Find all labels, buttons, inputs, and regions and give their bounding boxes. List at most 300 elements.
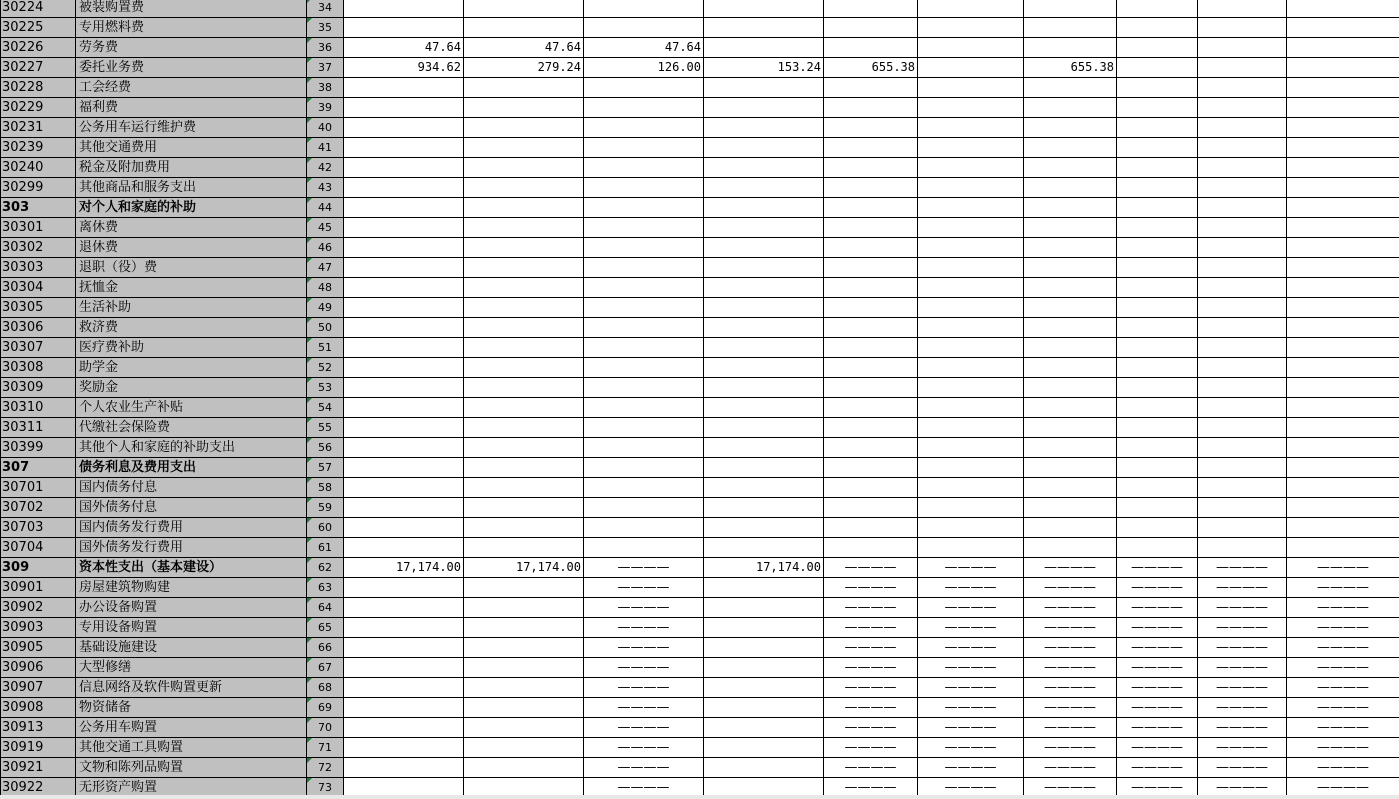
line-number-cell[interactable]: 54 — [307, 398, 344, 418]
value-cell[interactable] — [704, 718, 824, 738]
value-cell[interactable]: ———— — [824, 698, 918, 718]
line-number-cell[interactable]: 51 — [307, 338, 344, 358]
value-cell[interactable] — [344, 318, 464, 338]
value-cell[interactable]: 17,174.00 — [344, 558, 464, 578]
value-cell[interactable] — [824, 458, 918, 478]
value-cell[interactable]: ———— — [824, 658, 918, 678]
value-cell[interactable]: ———— — [918, 678, 1024, 698]
value-cell[interactable]: ———— — [1287, 658, 1399, 678]
value-cell[interactable] — [584, 0, 704, 18]
value-cell[interactable] — [1287, 178, 1399, 198]
value-cell[interactable] — [344, 358, 464, 378]
value-cell[interactable] — [344, 178, 464, 198]
value-cell[interactable] — [1117, 218, 1198, 238]
value-cell[interactable] — [464, 378, 584, 398]
value-cell[interactable] — [1287, 538, 1399, 558]
value-cell[interactable]: ———— — [1287, 758, 1399, 778]
value-cell[interactable] — [918, 318, 1024, 338]
value-cell[interactable] — [918, 258, 1024, 278]
value-cell[interactable] — [344, 598, 464, 618]
value-cell[interactable] — [344, 758, 464, 778]
value-cell[interactable] — [704, 378, 824, 398]
account-code-cell[interactable]: 30906 — [1, 658, 76, 678]
account-code-cell[interactable]: 30902 — [1, 598, 76, 618]
value-cell[interactable] — [1024, 98, 1117, 118]
line-number-cell[interactable]: 48 — [307, 278, 344, 298]
value-cell[interactable] — [704, 258, 824, 278]
value-cell[interactable] — [464, 498, 584, 518]
value-cell[interactable] — [918, 538, 1024, 558]
value-cell[interactable]: ———— — [1287, 718, 1399, 738]
account-code-cell[interactable]: 30919 — [1, 738, 76, 758]
account-code-cell[interactable]: 30303 — [1, 258, 76, 278]
value-cell[interactable] — [344, 118, 464, 138]
value-cell[interactable]: ———— — [824, 558, 918, 578]
value-cell[interactable] — [704, 578, 824, 598]
value-cell[interactable] — [344, 538, 464, 558]
value-cell[interactable] — [704, 738, 824, 758]
value-cell[interactable]: 47.64 — [584, 38, 704, 58]
value-cell[interactable]: ———— — [1024, 778, 1117, 798]
value-cell[interactable] — [464, 718, 584, 738]
account-code-cell[interactable]: 30225 — [1, 18, 76, 38]
value-cell[interactable] — [1198, 538, 1287, 558]
line-number-cell[interactable]: 41 — [307, 138, 344, 158]
value-cell[interactable] — [1287, 438, 1399, 458]
value-cell[interactable] — [464, 98, 584, 118]
account-name-cell[interactable]: 其他交通费用 — [76, 138, 307, 158]
account-code-cell[interactable]: 30227 — [1, 58, 76, 78]
value-cell[interactable]: ———— — [918, 718, 1024, 738]
account-name-cell[interactable]: 专用燃料费 — [76, 18, 307, 38]
value-cell[interactable]: ———— — [1287, 598, 1399, 618]
value-cell[interactable] — [584, 458, 704, 478]
value-cell[interactable] — [704, 678, 824, 698]
value-cell[interactable]: ———— — [1117, 758, 1198, 778]
value-cell[interactable]: ———— — [1117, 618, 1198, 638]
value-cell[interactable] — [464, 478, 584, 498]
account-name-cell[interactable]: 无形资产购置 — [76, 778, 307, 798]
value-cell[interactable]: ———— — [824, 638, 918, 658]
value-cell[interactable] — [584, 278, 704, 298]
account-code-cell[interactable]: 30922 — [1, 778, 76, 798]
value-cell[interactable] — [464, 358, 584, 378]
account-code-cell[interactable]: 309 — [1, 558, 76, 578]
value-cell[interactable] — [918, 518, 1024, 538]
value-cell[interactable] — [824, 178, 918, 198]
value-cell[interactable] — [1287, 498, 1399, 518]
value-cell[interactable] — [584, 198, 704, 218]
value-cell[interactable] — [584, 78, 704, 98]
value-cell[interactable] — [584, 478, 704, 498]
value-cell[interactable] — [1198, 18, 1287, 38]
account-name-cell[interactable]: 国内债务付息 — [76, 478, 307, 498]
value-cell[interactable] — [1198, 58, 1287, 78]
line-number-cell[interactable]: 63 — [307, 578, 344, 598]
value-cell[interactable] — [344, 418, 464, 438]
value-cell[interactable] — [704, 438, 824, 458]
value-cell[interactable] — [344, 718, 464, 738]
account-code-cell[interactable]: 30310 — [1, 398, 76, 418]
value-cell[interactable] — [1024, 358, 1117, 378]
value-cell[interactable] — [464, 278, 584, 298]
line-number-cell[interactable]: 70 — [307, 718, 344, 738]
value-cell[interactable]: ———— — [1198, 618, 1287, 638]
value-cell[interactable] — [464, 338, 584, 358]
value-cell[interactable] — [1287, 478, 1399, 498]
line-number-cell[interactable]: 57 — [307, 458, 344, 478]
value-cell[interactable] — [584, 338, 704, 358]
value-cell[interactable] — [464, 538, 584, 558]
value-cell[interactable] — [1198, 138, 1287, 158]
value-cell[interactable]: ———— — [1287, 558, 1399, 578]
line-number-cell[interactable]: 50 — [307, 318, 344, 338]
account-code-cell[interactable]: 30239 — [1, 138, 76, 158]
account-name-cell[interactable]: 其他商品和服务支出 — [76, 178, 307, 198]
account-code-cell[interactable]: 30302 — [1, 238, 76, 258]
value-cell[interactable] — [1117, 198, 1198, 218]
value-cell[interactable] — [824, 338, 918, 358]
account-name-cell[interactable]: 国外债务付息 — [76, 498, 307, 518]
value-cell[interactable] — [1024, 298, 1117, 318]
value-cell[interactable] — [1024, 438, 1117, 458]
value-cell[interactable] — [1117, 478, 1198, 498]
value-cell[interactable] — [824, 138, 918, 158]
account-name-cell[interactable]: 被装购置费 — [76, 0, 307, 18]
account-code-cell[interactable]: 30226 — [1, 38, 76, 58]
value-cell[interactable] — [824, 18, 918, 38]
value-cell[interactable] — [824, 258, 918, 278]
value-cell[interactable] — [704, 358, 824, 378]
value-cell[interactable] — [1287, 518, 1399, 538]
value-cell[interactable] — [704, 118, 824, 138]
value-cell[interactable] — [704, 598, 824, 618]
value-cell[interactable] — [1117, 118, 1198, 138]
value-cell[interactable] — [1198, 158, 1287, 178]
value-cell[interactable] — [704, 278, 824, 298]
value-cell[interactable] — [344, 498, 464, 518]
account-name-cell[interactable]: 国内债务发行费用 — [76, 518, 307, 538]
account-code-cell[interactable]: 30308 — [1, 358, 76, 378]
value-cell[interactable]: ———— — [1198, 718, 1287, 738]
value-cell[interactable]: ———— — [584, 618, 704, 638]
value-cell[interactable]: ———— — [1198, 638, 1287, 658]
account-name-cell[interactable]: 债务利息及费用支出 — [76, 458, 307, 478]
value-cell[interactable] — [704, 38, 824, 58]
account-code-cell[interactable]: 30229 — [1, 98, 76, 118]
value-cell[interactable] — [704, 138, 824, 158]
value-cell[interactable] — [824, 118, 918, 138]
value-cell[interactable] — [1117, 338, 1198, 358]
line-number-cell[interactable]: 34 — [307, 0, 344, 18]
account-code-cell[interactable]: 30309 — [1, 378, 76, 398]
value-cell[interactable] — [584, 358, 704, 378]
line-number-cell[interactable]: 66 — [307, 638, 344, 658]
line-number-cell[interactable]: 38 — [307, 78, 344, 98]
value-cell[interactable] — [1287, 278, 1399, 298]
value-cell[interactable] — [344, 398, 464, 418]
value-cell[interactable] — [464, 418, 584, 438]
value-cell[interactable]: ———— — [1117, 698, 1198, 718]
value-cell[interactable] — [1024, 138, 1117, 158]
value-cell[interactable] — [1117, 0, 1198, 18]
value-cell[interactable] — [1198, 498, 1287, 518]
value-cell[interactable] — [1287, 238, 1399, 258]
value-cell[interactable] — [1198, 438, 1287, 458]
value-cell[interactable] — [1287, 218, 1399, 238]
value-cell[interactable] — [464, 18, 584, 38]
account-name-cell[interactable]: 大型修缮 — [76, 658, 307, 678]
value-cell[interactable] — [704, 0, 824, 18]
value-cell[interactable] — [344, 698, 464, 718]
value-cell[interactable]: ———— — [1198, 678, 1287, 698]
line-number-cell[interactable]: 46 — [307, 238, 344, 258]
horizontal-scrollbar[interactable] — [0, 795, 1399, 799]
value-cell[interactable] — [918, 378, 1024, 398]
value-cell[interactable]: 126.00 — [584, 58, 704, 78]
line-number-cell[interactable]: 62 — [307, 558, 344, 578]
value-cell[interactable] — [824, 38, 918, 58]
account-name-cell[interactable]: 劳务费 — [76, 38, 307, 58]
value-cell[interactable]: ———— — [1287, 778, 1399, 798]
value-cell[interactable] — [1198, 38, 1287, 58]
account-code-cell[interactable]: 30306 — [1, 318, 76, 338]
value-cell[interactable]: ———— — [1198, 698, 1287, 718]
account-code-cell[interactable]: 30224 — [1, 0, 76, 18]
value-cell[interactable] — [1117, 58, 1198, 78]
value-cell[interactable] — [824, 398, 918, 418]
account-name-cell[interactable]: 其他交通工具购置 — [76, 738, 307, 758]
value-cell[interactable] — [584, 18, 704, 38]
value-cell[interactable] — [704, 78, 824, 98]
value-cell[interactable] — [344, 258, 464, 278]
value-cell[interactable]: ———— — [1024, 678, 1117, 698]
value-cell[interactable]: ———— — [584, 778, 704, 798]
value-cell[interactable]: ———— — [1117, 558, 1198, 578]
account-code-cell[interactable]: 30307 — [1, 338, 76, 358]
value-cell[interactable]: ———— — [1024, 558, 1117, 578]
value-cell[interactable] — [1198, 298, 1287, 318]
value-cell[interactable] — [1117, 458, 1198, 478]
value-cell[interactable] — [464, 238, 584, 258]
value-cell[interactable] — [1198, 238, 1287, 258]
value-cell[interactable] — [584, 518, 704, 538]
value-cell[interactable] — [464, 318, 584, 338]
value-cell[interactable] — [1198, 98, 1287, 118]
line-number-cell[interactable]: 42 — [307, 158, 344, 178]
value-cell[interactable] — [1198, 378, 1287, 398]
value-cell[interactable]: ———— — [1024, 718, 1117, 738]
value-cell[interactable] — [1287, 378, 1399, 398]
account-code-cell[interactable]: 30704 — [1, 538, 76, 558]
value-cell[interactable]: ———— — [918, 658, 1024, 678]
account-code-cell[interactable]: 303 — [1, 198, 76, 218]
account-name-cell[interactable]: 委托业务费 — [76, 58, 307, 78]
account-name-cell[interactable]: 公务用车运行维护费 — [76, 118, 307, 138]
account-name-cell[interactable]: 退职（役）费 — [76, 258, 307, 278]
value-cell[interactable] — [1024, 498, 1117, 518]
line-number-cell[interactable]: 71 — [307, 738, 344, 758]
value-cell[interactable] — [704, 238, 824, 258]
account-name-cell[interactable]: 资本性支出（基本建设） — [76, 558, 307, 578]
value-cell[interactable] — [344, 18, 464, 38]
account-name-cell[interactable]: 抚恤金 — [76, 278, 307, 298]
account-name-cell[interactable]: 专用设备购置 — [76, 618, 307, 638]
value-cell[interactable]: ———— — [1117, 638, 1198, 658]
value-cell[interactable] — [584, 178, 704, 198]
value-cell[interactable] — [824, 418, 918, 438]
value-cell[interactable] — [704, 518, 824, 538]
value-cell[interactable]: 47.64 — [344, 38, 464, 58]
value-cell[interactable] — [1117, 438, 1198, 458]
value-cell[interactable] — [918, 78, 1024, 98]
value-cell[interactable] — [344, 478, 464, 498]
value-cell[interactable] — [1024, 78, 1117, 98]
account-name-cell[interactable]: 个人农业生产补贴 — [76, 398, 307, 418]
value-cell[interactable]: ———— — [1198, 778, 1287, 798]
account-name-cell[interactable]: 信息网络及软件购置更新 — [76, 678, 307, 698]
value-cell[interactable] — [704, 478, 824, 498]
value-cell[interactable] — [1117, 298, 1198, 318]
value-cell[interactable]: ———— — [1117, 738, 1198, 758]
value-cell[interactable] — [1024, 318, 1117, 338]
value-cell[interactable] — [1287, 38, 1399, 58]
value-cell[interactable]: ———— — [1024, 578, 1117, 598]
value-cell[interactable]: ———— — [1024, 758, 1117, 778]
value-cell[interactable] — [918, 198, 1024, 218]
value-cell[interactable] — [464, 118, 584, 138]
account-code-cell[interactable]: 30240 — [1, 158, 76, 178]
value-cell[interactable]: ———— — [824, 678, 918, 698]
value-cell[interactable] — [1287, 258, 1399, 278]
value-cell[interactable] — [704, 498, 824, 518]
value-cell[interactable] — [584, 98, 704, 118]
value-cell[interactable] — [584, 158, 704, 178]
value-cell[interactable] — [1198, 258, 1287, 278]
value-cell[interactable]: 655.38 — [824, 58, 918, 78]
line-number-cell[interactable]: 55 — [307, 418, 344, 438]
value-cell[interactable] — [584, 438, 704, 458]
account-name-cell[interactable]: 离休费 — [76, 218, 307, 238]
value-cell[interactable] — [824, 438, 918, 458]
value-cell[interactable] — [918, 158, 1024, 178]
value-cell[interactable] — [464, 638, 584, 658]
value-cell[interactable] — [1024, 378, 1117, 398]
value-cell[interactable] — [704, 418, 824, 438]
line-number-cell[interactable]: 40 — [307, 118, 344, 138]
value-cell[interactable] — [1024, 338, 1117, 358]
value-cell[interactable] — [1117, 18, 1198, 38]
value-cell[interactable] — [1117, 238, 1198, 258]
account-code-cell[interactable]: 30305 — [1, 298, 76, 318]
value-cell[interactable] — [1024, 478, 1117, 498]
value-cell[interactable] — [918, 358, 1024, 378]
value-cell[interactable]: ———— — [1198, 598, 1287, 618]
value-cell[interactable] — [824, 478, 918, 498]
value-cell[interactable] — [584, 418, 704, 438]
value-cell[interactable] — [464, 0, 584, 18]
value-cell[interactable] — [344, 238, 464, 258]
line-number-cell[interactable]: 45 — [307, 218, 344, 238]
value-cell[interactable] — [1198, 78, 1287, 98]
account-name-cell[interactable]: 退休费 — [76, 238, 307, 258]
value-cell[interactable]: 17,174.00 — [464, 558, 584, 578]
value-cell[interactable] — [1198, 118, 1287, 138]
value-cell[interactable]: ———— — [1287, 738, 1399, 758]
value-cell[interactable] — [1287, 118, 1399, 138]
value-cell[interactable] — [584, 218, 704, 238]
value-cell[interactable] — [1117, 138, 1198, 158]
account-code-cell[interactable]: 30903 — [1, 618, 76, 638]
value-cell[interactable]: ———— — [584, 678, 704, 698]
value-cell[interactable]: ———— — [1117, 578, 1198, 598]
value-cell[interactable] — [918, 458, 1024, 478]
value-cell[interactable] — [918, 138, 1024, 158]
value-cell[interactable] — [1198, 418, 1287, 438]
value-cell[interactable] — [464, 458, 584, 478]
value-cell[interactable] — [704, 618, 824, 638]
account-code-cell[interactable]: 30399 — [1, 438, 76, 458]
value-cell[interactable] — [1117, 38, 1198, 58]
value-cell[interactable] — [1287, 98, 1399, 118]
account-name-cell[interactable]: 福利费 — [76, 98, 307, 118]
value-cell[interactable] — [1198, 458, 1287, 478]
value-cell[interactable] — [1024, 178, 1117, 198]
value-cell[interactable]: ———— — [584, 698, 704, 718]
value-cell[interactable] — [344, 638, 464, 658]
value-cell[interactable] — [824, 0, 918, 18]
value-cell[interactable] — [1024, 158, 1117, 178]
value-cell[interactable] — [344, 658, 464, 678]
value-cell[interactable]: ———— — [918, 758, 1024, 778]
value-cell[interactable] — [584, 398, 704, 418]
value-cell[interactable]: ———— — [824, 718, 918, 738]
value-cell[interactable] — [704, 338, 824, 358]
value-cell[interactable]: 934.62 — [344, 58, 464, 78]
value-cell[interactable] — [464, 598, 584, 618]
value-cell[interactable] — [344, 438, 464, 458]
value-cell[interactable] — [918, 238, 1024, 258]
line-number-cell[interactable]: 39 — [307, 98, 344, 118]
value-cell[interactable]: ———— — [918, 618, 1024, 638]
value-cell[interactable] — [344, 298, 464, 318]
value-cell[interactable] — [464, 138, 584, 158]
account-code-cell[interactable]: 30299 — [1, 178, 76, 198]
value-cell[interactable]: ———— — [1024, 598, 1117, 618]
account-name-cell[interactable]: 代缴社会保险费 — [76, 418, 307, 438]
value-cell[interactable] — [824, 198, 918, 218]
value-cell[interactable] — [584, 318, 704, 338]
value-cell[interactable]: ———— — [584, 718, 704, 738]
value-cell[interactable] — [704, 658, 824, 678]
value-cell[interactable] — [918, 0, 1024, 18]
value-cell[interactable] — [344, 338, 464, 358]
line-number-cell[interactable]: 53 — [307, 378, 344, 398]
line-number-cell[interactable]: 47 — [307, 258, 344, 278]
value-cell[interactable] — [584, 238, 704, 258]
value-cell[interactable] — [1117, 498, 1198, 518]
value-cell[interactable]: ———— — [1117, 658, 1198, 678]
value-cell[interactable] — [704, 18, 824, 38]
value-cell[interactable] — [1198, 358, 1287, 378]
account-name-cell[interactable]: 助学金 — [76, 358, 307, 378]
account-code-cell[interactable]: 30311 — [1, 418, 76, 438]
value-cell[interactable]: ———— — [918, 638, 1024, 658]
value-cell[interactable] — [464, 698, 584, 718]
value-cell[interactable]: ———— — [918, 598, 1024, 618]
value-cell[interactable] — [918, 498, 1024, 518]
value-cell[interactable]: ———— — [1198, 758, 1287, 778]
